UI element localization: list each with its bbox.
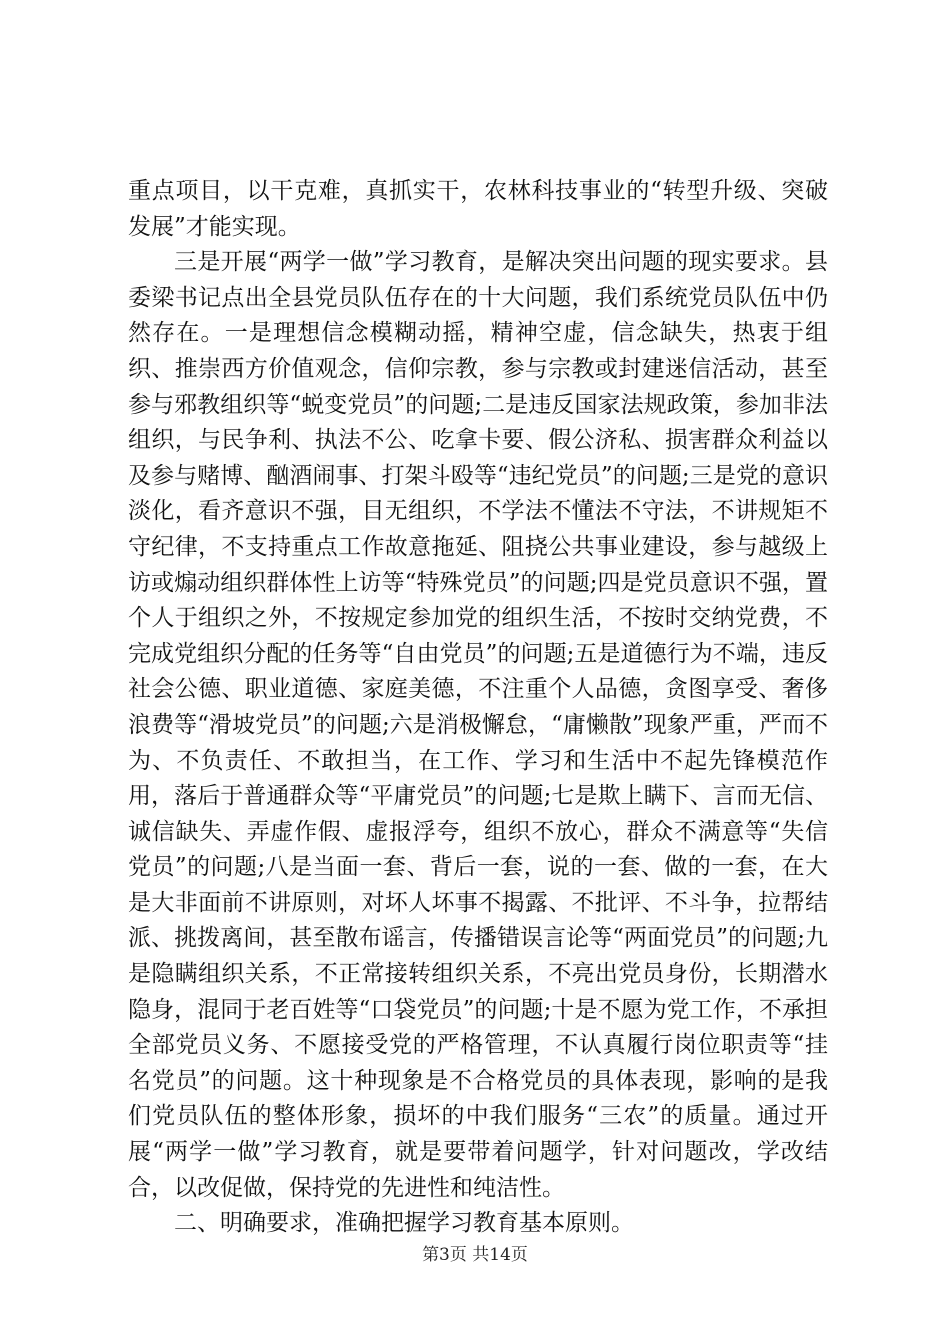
paragraph-continuation: 重点项目，以干克难，真抓实干，农林科技事业的“转型升级、突破发展”才能实现。 — [128, 178, 828, 240]
paragraph-third-point: 三是开展“两学一做”学习教育，是解决突出问题的现实要求。县委梁书记点出全县党员队伍存在的十大问题，我们系统党员队伍中仍然存在。一是理想信念模糊动摇，精神空虚，信念缺失，热衷于组织、推崇西方价值观念，信仰宗教，参与宗教或封建迷信活动，甚至参与邪教组织等“蜕变党员”的问题;二是违反国家法规政策，参加非法组织，与民争利、执法不公、吃拿卡要、假公济私、损害群众利益以及参与赌博、酗酒闹事、打架斗殴等“违纪党员”的问题;三是党的意识淡化，看齐意识不强，目无组织，不学法不懂法不守法，不讲规矩不守纪律，不支持重点工作故意拖延、阻挠公共事业建设，参与越级上访或煽动组织群体性上访等“特殊党员”的问题;四是党员意识不强，置个人于组织之外，不按规定参加党的组织生活，不按时交纳党费，不完成党组织分配的任务等“自由党员”的问题;五是道德行为不端，违反社会公德、职业道德、家庭美德，不注重个人品德，贪图享受、奢侈浪费等“滑坡党员”的问题;六是消极懈怠，“庸懒散”现象严重，严而不为、不负责任、不敢担当，在工作、学习和生活中不起先锋模范作用，落后于普通群众等“平庸党员”的问题;七是欺上瞒下、言而无信、诚信缺失、弄虚作假、虚报浮夸，组织不放心，群众不满意等“失信党员”的问题;八是当面一套、背后一套，说的一套、做的一套，在大是大非面前不讲原则，对坏人坏事不揭露、不批评、不斗争，拉帮结派、挑拨离间，甚至散布谣言，传播错误言论等“两面党员”的问题;九是隐瞒组织关系，不正常接转组织关系，不亮出党员身份，长期潜水隐身，混同于老百姓等“口袋党员”的问题;十是不愿为党工作，不承担全部党员义务、不愿接受党的严格管理，不认真履行岗位职责等“挂名党员”的问题。这十种现象是不合格党员的具体表现，影响的是我们党员队伍的整体形象，损坏的中我们服务“三农”的质量。通过开展“两学一做”学习教育，就是要带着问题学，针对问题改，学改结合，以改促做，保持党的先进性和纯洁性。 — [128, 249, 828, 1201]
document-body — [128, 174, 828, 1242]
page-number-footer: 第3页 共14页 — [422, 1245, 528, 1265]
paragraph-section-two-heading: 二、明确要求，准确把握学习教育基本原则。 — [174, 1210, 634, 1237]
